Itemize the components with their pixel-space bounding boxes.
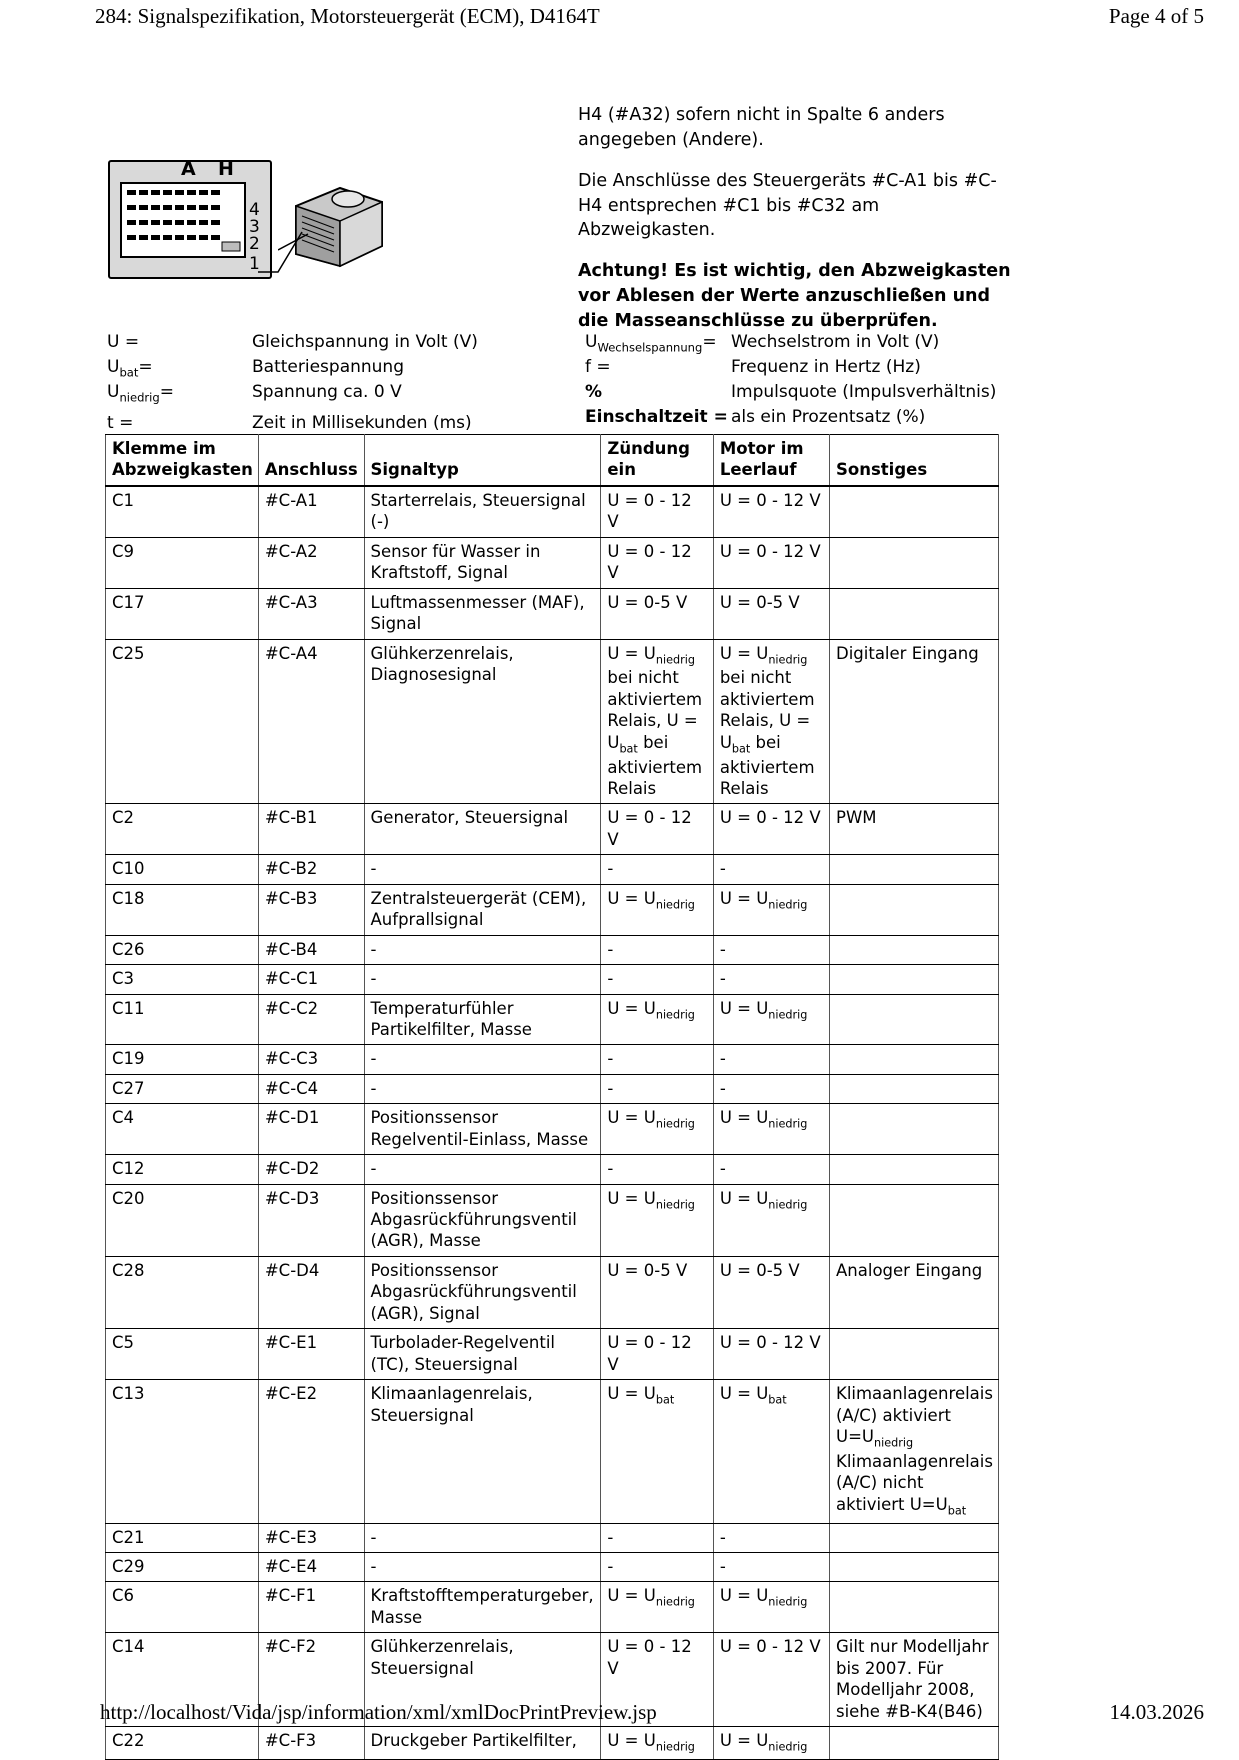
cell-sonstiges bbox=[830, 486, 999, 537]
legend-def-t: Zeit in Millisekunden (ms) bbox=[252, 413, 472, 433]
cell-motor-leerlauf: $U = U_{niedrig}$ bbox=[713, 884, 829, 935]
cell-sonstiges bbox=[830, 1329, 999, 1380]
table-row bbox=[106, 1045, 999, 1074]
cell-sonstiges bbox=[830, 1184, 999, 1256]
cell-zuendung-ein: - bbox=[601, 1523, 713, 1552]
connector-illustration bbox=[108, 160, 398, 285]
cell-signaltyp: Glühkerzenrelais, Diagnosesignal bbox=[364, 639, 601, 804]
leader-line-icon bbox=[256, 220, 306, 274]
table-row bbox=[106, 935, 999, 964]
cell-motor-leerlauf: - bbox=[713, 1155, 829, 1184]
cell-sonstiges: Analoger Eingang bbox=[830, 1256, 999, 1328]
cell-signaltyp: Positionssensor Regelventil-Einlass, Masse bbox=[364, 1104, 601, 1155]
cell-signaltyp: Kraftstofftemperaturgeber, Masse bbox=[364, 1582, 601, 1633]
table-row bbox=[106, 1184, 999, 1256]
cell-signaltyp: - bbox=[364, 1045, 601, 1074]
cell-klemme: C9 bbox=[106, 537, 259, 588]
cell-zuendung-ein: U = 0-5 V bbox=[601, 588, 713, 639]
cell-zuendung-ein: $U = U_{niedrig}$ bbox=[601, 1582, 713, 1633]
cell-signaltyp: Sensor für Wasser in Kraftstoff, Signal bbox=[364, 537, 601, 588]
cell-anschluss: #C-A1 bbox=[258, 486, 364, 537]
table-row bbox=[106, 965, 999, 994]
legend-symbol-ubat: $U_{bat}=$ bbox=[107, 357, 153, 380]
legend-def-u: Gleichspannung in Volt (V) bbox=[252, 332, 478, 352]
cell-zuendung-ein: U = 0 - 12 V bbox=[601, 804, 713, 855]
cell-sonstiges bbox=[830, 1727, 999, 1760]
pin-row-label-3: 3 bbox=[249, 217, 260, 237]
cell-anschluss: #C-D3 bbox=[258, 1184, 364, 1256]
table-header bbox=[106, 435, 999, 486]
table-row bbox=[106, 1553, 999, 1582]
cell-signaltyp: - bbox=[364, 935, 601, 964]
cell-sonstiges bbox=[830, 935, 999, 964]
cell-zuendung-ein: - bbox=[601, 1074, 713, 1103]
cell-anschluss: #C-A4 bbox=[258, 639, 364, 804]
cell-sonstiges bbox=[830, 994, 999, 1045]
cell-motor-leerlauf: - bbox=[713, 1045, 829, 1074]
cell-zuendung-ein: U = 0 - 12 V bbox=[601, 1329, 713, 1380]
cell-zuendung-ein: - bbox=[601, 1045, 713, 1074]
cell-zuendung-ein: $U = U_{niedrig}$ bei nicht aktiviertem Relais, $U = U_{bat}$ bei aktiviertem Relais bbox=[601, 639, 713, 804]
cell-zuendung-ein: $U = U_{niedrig}$ bbox=[601, 994, 713, 1045]
cell-sonstiges bbox=[830, 1155, 999, 1184]
cell-zuendung-ein: $U = U_{niedrig}$ bbox=[601, 1184, 713, 1256]
cell-klemme: C18 bbox=[106, 884, 259, 935]
cell-klemme: C26 bbox=[106, 935, 259, 964]
connector-pin-field bbox=[120, 182, 246, 258]
cell-anschluss: #C-B2 bbox=[258, 855, 364, 884]
cell-signaltyp: - bbox=[364, 1155, 601, 1184]
cell-sonstiges bbox=[830, 1582, 999, 1633]
cell-zuendung-ein: $U = U_{bat}$ bbox=[601, 1380, 713, 1524]
cell-motor-leerlauf: U = 0-5 V bbox=[713, 588, 829, 639]
cell-motor-leerlauf: - bbox=[713, 1553, 829, 1582]
cell-motor-leerlauf: U = 0 - 12 V bbox=[713, 1633, 829, 1727]
cell-klemme: C1 bbox=[106, 486, 259, 537]
cell-sonstiges bbox=[830, 855, 999, 884]
cell-zuendung-ein: - bbox=[601, 1155, 713, 1184]
cell-anschluss: #C-D1 bbox=[258, 1104, 364, 1155]
cell-motor-leerlauf: U = 0 - 12 V bbox=[713, 804, 829, 855]
legend-def-ubat: Batteriespannung bbox=[252, 357, 404, 377]
cell-sonstiges bbox=[830, 1104, 999, 1155]
cell-anschluss: #C-F3 bbox=[258, 1727, 364, 1760]
table-header-row bbox=[106, 435, 999, 486]
signal-specification-table bbox=[105, 434, 999, 1760]
legend-def-percent: Impulsquote (Impulsverhältnis) bbox=[731, 382, 997, 402]
table-row bbox=[106, 1155, 999, 1184]
cell-klemme: C17 bbox=[106, 588, 259, 639]
print-header-title: 284: Signalspezifikation, Motorsteuergerät (ECM), D4164T bbox=[95, 4, 600, 28]
cell-signaltyp: Luftmassenmesser (MAF), Signal bbox=[364, 588, 601, 639]
print-header-page: Page 4 of 5 bbox=[1108, 4, 1204, 28]
cell-motor-leerlauf: U = 0-5 V bbox=[713, 1256, 829, 1328]
cell-signaltyp: Temperaturfühler Partikelfilter, Masse bbox=[364, 994, 601, 1045]
cell-zuendung-ein: U = 0 - 12 V bbox=[601, 486, 713, 537]
cell-klemme: C3 bbox=[106, 965, 259, 994]
table-row bbox=[106, 855, 999, 884]
cell-anschluss: #C-D2 bbox=[258, 1155, 364, 1184]
cell-signaltyp: - bbox=[364, 1553, 601, 1582]
table-row bbox=[106, 804, 999, 855]
cell-signaltyp: Zentralsteuergerät (CEM), Aufprallsignal bbox=[364, 884, 601, 935]
pin-column-label-a: A bbox=[181, 158, 196, 180]
cell-sonstiges bbox=[830, 537, 999, 588]
legend-def-f: Frequenz in Hertz (Hz) bbox=[731, 357, 921, 377]
table-row bbox=[106, 1380, 999, 1524]
cell-sonstiges: PWM bbox=[830, 804, 999, 855]
cell-anschluss: #C-D4 bbox=[258, 1256, 364, 1328]
table-row bbox=[106, 588, 999, 639]
cell-anschluss: #C-E1 bbox=[258, 1329, 364, 1380]
pin-row-label-2: 2 bbox=[249, 234, 260, 254]
cell-klemme: C27 bbox=[106, 1074, 259, 1103]
cell-klemme: C12 bbox=[106, 1155, 259, 1184]
table-row bbox=[106, 639, 999, 804]
cell-klemme: C10 bbox=[106, 855, 259, 884]
table-body bbox=[106, 486, 999, 1760]
pin-column-label-h: H bbox=[218, 158, 234, 180]
cell-zuendung-ein: - bbox=[601, 1553, 713, 1582]
cell-motor-leerlauf: - bbox=[713, 935, 829, 964]
cell-zuendung-ein: - bbox=[601, 965, 713, 994]
cell-klemme: C4 bbox=[106, 1104, 259, 1155]
cell-motor-leerlauf: - bbox=[713, 855, 829, 884]
legend-def-einschaltzeit: als ein Prozentsatz (%) bbox=[731, 407, 926, 427]
cell-anschluss: #C-C2 bbox=[258, 994, 364, 1045]
print-footer-date: 14.03.2026 bbox=[1109, 1700, 1204, 1724]
cell-klemme: C29 bbox=[106, 1553, 259, 1582]
cell-motor-leerlauf: $U = U_{niedrig}$ bbox=[713, 994, 829, 1045]
intro-notes bbox=[578, 103, 1018, 334]
cell-sonstiges bbox=[830, 884, 999, 935]
cell-motor-leerlauf: $U = U_{niedrig}$ bbox=[713, 1727, 829, 1760]
col-header-sonstiges: Sonstiges bbox=[830, 435, 999, 486]
pin-row-label-1: 1 bbox=[249, 254, 260, 274]
cell-signaltyp: Positionssensor Abgasrückführungsventil (AGR), Masse bbox=[364, 1184, 601, 1256]
cell-motor-leerlauf: - bbox=[713, 1523, 829, 1552]
cell-signaltyp: Starterrelais, Steuersignal (-) bbox=[364, 486, 601, 537]
cell-zuendung-ein: U = 0-5 V bbox=[601, 1256, 713, 1328]
cell-motor-leerlauf: $U = U_{niedrig}$ bei nicht aktiviertem Relais, $U = U_{bat}$ bei aktiviertem Relais bbox=[713, 639, 829, 804]
legend-def-uniedrig: Spannung ca. 0 V bbox=[252, 382, 402, 402]
cell-anschluss: #C-C3 bbox=[258, 1045, 364, 1074]
print-footer-url: http://localhost/Vida/jsp/information/xml/xmlDocPrintPreview.jsp bbox=[100, 1700, 657, 1724]
pin-row-label-4: 4 bbox=[249, 200, 260, 220]
cell-klemme: C22 bbox=[106, 1727, 259, 1760]
cell-anschluss: #C-B1 bbox=[258, 804, 364, 855]
cell-zuendung-ein: $U = U_{niedrig}$ bbox=[601, 884, 713, 935]
cell-sonstiges bbox=[830, 965, 999, 994]
cell-zuendung-ein: U = 0 - 12 V bbox=[601, 1633, 713, 1727]
table-row bbox=[106, 994, 999, 1045]
cell-klemme: C13 bbox=[106, 1380, 259, 1524]
cell-signaltyp: - bbox=[364, 965, 601, 994]
cell-zuendung-ein: - bbox=[601, 935, 713, 964]
cell-motor-leerlauf: $U = U_{niedrig}$ bbox=[713, 1582, 829, 1633]
table-row bbox=[106, 1727, 999, 1760]
cell-signaltyp: Positionssensor Abgasrückführungsventil (AGR), Signal bbox=[364, 1256, 601, 1328]
note-h4: H4 (#A32) sofern nicht in Spalte 6 anders angegeben (Andere). bbox=[578, 105, 945, 150]
table-row bbox=[106, 537, 999, 588]
cell-zuendung-ein: $U = U_{niedrig}$ bbox=[601, 1727, 713, 1760]
cell-sonstiges bbox=[830, 1523, 999, 1552]
table-row bbox=[106, 1329, 999, 1380]
cell-signaltyp: - bbox=[364, 855, 601, 884]
cell-anschluss: #C-A3 bbox=[258, 588, 364, 639]
cell-anschluss: #C-E4 bbox=[258, 1553, 364, 1582]
table-row bbox=[106, 1074, 999, 1103]
cell-motor-leerlauf: U = 0 - 12 V bbox=[713, 486, 829, 537]
cell-signaltyp: Glühkerzenrelais, Steuersignal bbox=[364, 1633, 601, 1727]
cell-motor-leerlauf: $U = U_{niedrig}$ bbox=[713, 1184, 829, 1256]
cell-anschluss: #C-C4 bbox=[258, 1074, 364, 1103]
cell-signaltyp: - bbox=[364, 1074, 601, 1103]
cell-anschluss: #C-B4 bbox=[258, 935, 364, 964]
cell-sonstiges bbox=[830, 1045, 999, 1074]
table-row bbox=[106, 1256, 999, 1328]
legend-symbol-uniedrig: $U_{niedrig}=$ bbox=[107, 382, 174, 405]
cell-anschluss: #C-C1 bbox=[258, 965, 364, 994]
note-anschluesse: Die Anschlüsse des Steuergeräts #C-A1 bis #C-H4 entsprechen #C1 bis #C32 am Abzweigkasten. bbox=[578, 170, 997, 241]
cell-anschluss: #C-F1 bbox=[258, 1582, 364, 1633]
cell-zuendung-ein: U = 0 - 12 V bbox=[601, 537, 713, 588]
note-achtung: Achtung! Es ist wichtig, den Abzweigkasten vor Ablesen der Werte anzuschließen und die Masseanschlüsse zu überprüfen. bbox=[578, 261, 1011, 331]
table-row bbox=[106, 1104, 999, 1155]
cell-klemme: C6 bbox=[106, 1582, 259, 1633]
cell-motor-leerlauf: U = 0 - 12 V bbox=[713, 537, 829, 588]
legend-symbol-percent: % bbox=[585, 382, 603, 402]
cell-zuendung-ein: $U = U_{niedrig}$ bbox=[601, 1104, 713, 1155]
cell-sonstiges: Digitaler Eingang bbox=[830, 639, 999, 804]
cell-motor-leerlauf: $U = U_{niedrig}$ bbox=[713, 1104, 829, 1155]
cell-klemme: C14 bbox=[106, 1633, 259, 1727]
cell-signaltyp: Druckgeber Partikelfilter, bbox=[364, 1727, 601, 1760]
col-header-signaltyp: Signaltyp bbox=[364, 435, 601, 486]
cell-motor-leerlauf: U = 0 - 12 V bbox=[713, 1329, 829, 1380]
cell-sonstiges: Klimaanlagenrelais (A/C) aktiviert $U=U_{niedrig}$ Klimaanlagenrelais (A/C) nicht aktiviert $U=U_{bat}$ bbox=[830, 1380, 999, 1524]
cell-klemme: C2 bbox=[106, 804, 259, 855]
col-header-motor-leerlauf: Motor im Leerlauf bbox=[713, 435, 829, 486]
legend-symbol-u: U = bbox=[107, 332, 140, 352]
legend-symbol-einschaltzeit: Einschaltzeit = bbox=[585, 407, 728, 427]
cell-klemme: C25 bbox=[106, 639, 259, 804]
cell-sonstiges bbox=[830, 1553, 999, 1582]
cell-signaltyp: Turbolader-Regelventil (TC), Steuersignal bbox=[364, 1329, 601, 1380]
col-header-anschluss: Anschluss bbox=[258, 435, 364, 486]
cell-anschluss: #C-B3 bbox=[258, 884, 364, 935]
cell-signaltyp: Generator, Steuersignal bbox=[364, 804, 601, 855]
cell-klemme: C19 bbox=[106, 1045, 259, 1074]
table-row bbox=[106, 1582, 999, 1633]
legend-symbol-f: f = bbox=[585, 357, 611, 377]
cell-klemme: C5 bbox=[106, 1329, 259, 1380]
cell-sonstiges bbox=[830, 588, 999, 639]
cell-anschluss: #C-F2 bbox=[258, 1633, 364, 1727]
cell-motor-leerlauf: - bbox=[713, 1074, 829, 1103]
cell-signaltyp: - bbox=[364, 1523, 601, 1552]
print-header bbox=[0, 4, 1239, 29]
cell-signaltyp: Klimaanlagenrelais, Steuersignal bbox=[364, 1380, 601, 1524]
cell-sonstiges: Gilt nur Modelljahr bis 2007. Für Modelljahr 2008, siehe #B-K4(B46) bbox=[830, 1633, 999, 1727]
cell-motor-leerlauf: $U = U_{bat}$ bbox=[713, 1380, 829, 1524]
col-header-klemme: Klemme im Abzweigkasten bbox=[106, 435, 259, 486]
legend-symbol-t: t = bbox=[107, 413, 134, 433]
col-header-zuendung-ein: Zündung ein bbox=[601, 435, 713, 486]
cell-klemme: C20 bbox=[106, 1184, 259, 1256]
cell-klemme: C11 bbox=[106, 994, 259, 1045]
print-footer bbox=[0, 1700, 1239, 1725]
cell-motor-leerlauf: - bbox=[713, 965, 829, 994]
table-row bbox=[106, 884, 999, 935]
table-row bbox=[106, 1523, 999, 1552]
legend-def-uwechsel: Wechselstrom in Volt (V) bbox=[731, 332, 940, 352]
cell-zuendung-ein: - bbox=[601, 855, 713, 884]
cell-anschluss: #C-E3 bbox=[258, 1523, 364, 1552]
cell-klemme: C28 bbox=[106, 1256, 259, 1328]
connector-pin-grid-icon bbox=[122, 184, 244, 256]
table-row bbox=[106, 486, 999, 537]
cell-anschluss: #C-E2 bbox=[258, 1380, 364, 1524]
cell-sonstiges bbox=[830, 1074, 999, 1103]
legend-symbol-uwechsel: $U_{Wechselspannung}=$ bbox=[585, 332, 717, 355]
cell-anschluss: #C-A2 bbox=[258, 537, 364, 588]
cell-klemme: C21 bbox=[106, 1523, 259, 1552]
legend-row-t bbox=[107, 413, 472, 433]
